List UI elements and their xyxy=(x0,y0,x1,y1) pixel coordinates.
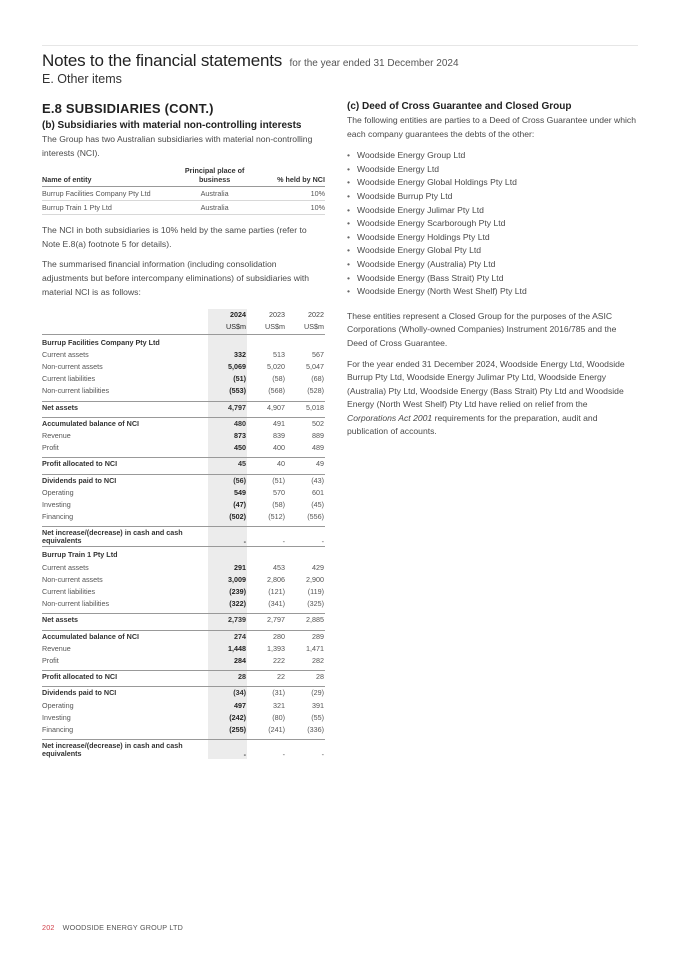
table-row xyxy=(42,630,325,643)
row-label: Net increase/(decrease) in cash and cash equivalents xyxy=(42,740,208,760)
closed-group-list xyxy=(347,149,639,299)
table-row xyxy=(42,442,325,454)
table-row xyxy=(42,724,325,736)
value-2022: (528) xyxy=(307,386,324,396)
value-2022: - xyxy=(286,527,325,547)
row-label: Investing xyxy=(42,712,71,722)
row-label: Net assets xyxy=(42,401,208,414)
company-name: Burrup Train 1 Pty Ltd xyxy=(42,547,208,562)
value-2022: 889 xyxy=(312,430,324,440)
value-2023: 321 xyxy=(273,700,285,710)
table-row xyxy=(42,655,325,667)
value-2023: - xyxy=(247,740,286,760)
row-label: Revenue xyxy=(42,643,71,653)
list-item: • Woodside Energy Group Ltd xyxy=(347,149,639,163)
value-2023: (512) xyxy=(268,512,285,522)
row-label: Dividends paid to NCI xyxy=(42,474,208,487)
value-2023: 570 xyxy=(273,487,285,497)
value-2022: 601 xyxy=(312,487,324,497)
table-row xyxy=(42,458,325,471)
row-label: Operating xyxy=(42,700,74,710)
subsection-c-intro: The following entities are parties to a Deed of Cross Guarantee under which each company guarantees the debts of the other: xyxy=(347,115,637,139)
list-item: • Woodside Energy Global Holdings Pty Ltd xyxy=(347,176,639,190)
value-2024: 549 xyxy=(208,487,247,499)
value-2022: 5,018 xyxy=(286,401,325,414)
value-2023: (51) xyxy=(247,474,286,487)
value-2022: 2,900 xyxy=(306,574,324,584)
entity-table-header xyxy=(42,167,325,187)
table-row xyxy=(42,499,325,511)
entity-table xyxy=(42,167,325,215)
row-label: Current liabilities xyxy=(42,374,96,384)
value-2022: - xyxy=(286,740,325,760)
value-2024: 3,009 xyxy=(208,574,247,586)
right-column xyxy=(347,101,639,446)
value-2023: (58) xyxy=(272,500,285,509)
row-label: Current assets xyxy=(42,349,89,359)
table-row xyxy=(42,574,325,586)
footer-company: WOODSIDE ENERGY GROUP LTD xyxy=(62,923,184,932)
table-row xyxy=(42,349,325,361)
value-2023: (31) xyxy=(247,687,286,700)
value-2024: 284 xyxy=(208,655,247,667)
row-label: Non-current liabilities xyxy=(42,386,110,396)
value-2023: (121) xyxy=(268,587,285,597)
entity-percent: 10% xyxy=(260,187,325,201)
page-subtitle: for the year ended 31 December 2024 xyxy=(289,58,459,69)
relief-note: For the year ended 31 December 2024, Woodside Energy Ltd, Woodside Burrup Pty Ltd, Woodside Energy Julimar Pty Ltd, Woodside Energy (Australia) Pty Ltd, Woodside Energy (Bass Strait) Pty Ltd and Woodside Energy (North West Shelf) Pty Ltd have relied on relief from the Corporations Act 2001 requirements for the preparation, audit and publication of accounts. xyxy=(347,358,625,437)
list-item: • Woodside Energy Scarborough Pty Ltd xyxy=(347,217,639,231)
value-2023: (341) xyxy=(268,599,285,609)
nci-note: The NCI in both subsidiaries is 10% held by the same parties (refer to Note E.8(a) footnote 5 for details). xyxy=(42,225,307,249)
value-2023: 1,393 xyxy=(267,643,285,653)
value-2022: 2,885 xyxy=(286,614,325,627)
value-2024: 291 xyxy=(208,562,247,574)
table-row xyxy=(42,562,325,574)
value-2024: 497 xyxy=(208,700,247,712)
value-2024: (239) xyxy=(208,586,247,598)
table-row xyxy=(42,614,325,627)
value-2023: 40 xyxy=(247,458,286,471)
table-row xyxy=(42,417,325,430)
subsection-b-intro: The Group has two Australian subsidiaries with material non-controlling interests (NCI). xyxy=(42,134,313,158)
value-2024: (47) xyxy=(208,499,247,511)
row-label: Net increase/(decrease) in cash and cash equivalents xyxy=(42,527,208,547)
value-2024: 480 xyxy=(208,417,247,430)
value-2024: (242) xyxy=(208,712,247,724)
value-2024: 274 xyxy=(208,630,247,643)
table-row xyxy=(42,401,325,414)
list-item: • Woodside Energy (Bass Strait) Pty Ltd xyxy=(347,272,639,286)
row-label: Dividends paid to NCI xyxy=(42,687,208,700)
table-row xyxy=(42,511,325,523)
row-label: Current assets xyxy=(42,562,89,572)
value-2023: (241) xyxy=(268,725,285,735)
value-2023: 2,806 xyxy=(267,574,285,584)
year-2022: 2022 xyxy=(308,310,324,320)
value-2022: 391 xyxy=(312,700,324,710)
row-label: Revenue xyxy=(42,430,71,440)
year-2023: 2023 xyxy=(269,310,285,320)
value-2022: 282 xyxy=(312,656,324,666)
value-2023: 4,907 xyxy=(247,401,286,414)
financial-table xyxy=(42,309,325,759)
value-2024: 450 xyxy=(208,442,247,454)
row-label: Profit xyxy=(42,443,59,453)
value-2022: (119) xyxy=(307,587,324,597)
value-2022: 567 xyxy=(312,349,324,359)
list-item: • Woodside Energy Ltd xyxy=(347,163,639,177)
table-row xyxy=(42,643,325,655)
list-item: • Woodside Energy Global Pty Ltd xyxy=(347,244,639,258)
row-label: Operating xyxy=(42,487,74,497)
value-2022: 502 xyxy=(286,417,325,430)
value-2022: 49 xyxy=(286,458,325,471)
financial-table-body xyxy=(42,334,325,759)
value-2022: (336) xyxy=(307,725,324,735)
year-header-row xyxy=(42,309,325,321)
page-title: Notes to the financial statements xyxy=(42,51,283,70)
list-item: • Woodside Burrup Pty Ltd xyxy=(347,190,639,204)
table-row xyxy=(42,740,325,760)
value-2024: 1,448 xyxy=(208,643,247,655)
page-header xyxy=(42,51,459,86)
value-2023: 513 xyxy=(273,349,285,359)
value-2022: (45) xyxy=(311,500,324,509)
year-2024: 2024 xyxy=(208,309,247,321)
list-item: • Woodside Energy (North West Shelf) Pty Ltd xyxy=(347,285,639,299)
value-2022: 28 xyxy=(286,671,325,684)
page-footer xyxy=(42,923,183,932)
summary-intro: The summarised financial information (including consolidation adjustments but before intercompany eliminations) of subsidiaries with material NCI is as follows: xyxy=(42,259,310,297)
value-2022: 489 xyxy=(312,443,324,453)
list-item: • Woodside Energy (Australia) Pty Ltd xyxy=(347,258,639,272)
table-row xyxy=(42,201,325,215)
top-rule xyxy=(42,45,638,46)
value-2024: (56) xyxy=(208,474,247,487)
row-label: Financing xyxy=(42,725,74,735)
col-header-place: Principal place of business xyxy=(169,167,260,187)
value-2023: (58) xyxy=(272,374,285,384)
row-label: Accumulated balance of NCI xyxy=(42,630,208,643)
value-2024: 45 xyxy=(208,458,247,471)
row-label: Non-current liabilities xyxy=(42,599,110,609)
value-2023: 491 xyxy=(247,417,286,430)
row-label: Investing xyxy=(42,500,71,509)
value-2023: 400 xyxy=(273,443,285,453)
table-row xyxy=(42,712,325,724)
value-2023: (80) xyxy=(272,712,285,722)
closed-group-note: These entities represent a Closed Group for the purposes of the ASIC Corporations (Wholly-owned Companies) Instrument 2016/785 and the Deed of Cross Guarantee. xyxy=(347,310,617,348)
subsection-c-title: (c) Deed of Cross Guarantee and Closed Group xyxy=(347,101,572,112)
value-2023: - xyxy=(247,527,286,547)
value-2023: 839 xyxy=(273,430,285,440)
value-2022: 289 xyxy=(286,630,325,643)
value-2022: (55) xyxy=(311,712,324,722)
table-row xyxy=(42,586,325,598)
row-label: Financing xyxy=(42,512,74,522)
left-column xyxy=(42,101,325,759)
company-heading-row xyxy=(42,334,325,349)
col-header-percent: % held by NCI xyxy=(260,167,325,187)
company-heading-row xyxy=(42,547,325,562)
value-2022: (29) xyxy=(286,687,325,700)
value-2024: - xyxy=(208,527,247,547)
table-row xyxy=(42,187,325,201)
value-2024: 28 xyxy=(208,671,247,684)
act-name: Corporations Act 2001 xyxy=(347,412,433,423)
value-2024: (553) xyxy=(208,385,247,397)
value-2023: 22 xyxy=(247,671,286,684)
value-2024: 332 xyxy=(208,349,247,361)
col-header-entity: Name of entity xyxy=(42,167,169,187)
row-label: Non-current assets xyxy=(42,574,103,584)
table-row xyxy=(42,487,325,499)
table-row xyxy=(42,361,325,373)
entity-percent: 10% xyxy=(260,201,325,215)
row-label: Accumulated balance of NCI xyxy=(42,417,208,430)
value-2022: 5,047 xyxy=(306,361,324,371)
list-item: • Woodside Energy Holdings Pty Ltd xyxy=(347,231,639,245)
value-2022: 1,471 xyxy=(306,643,324,653)
value-2024: (255) xyxy=(208,724,247,736)
value-2024: 5,069 xyxy=(208,361,247,373)
row-label: Profit allocated to NCI xyxy=(42,671,208,684)
unit-header-row xyxy=(42,321,325,334)
company-name: Burrup Facilities Company Pty Ltd xyxy=(42,337,160,347)
table-row xyxy=(42,474,325,487)
value-2022: (325) xyxy=(307,599,324,609)
entity-place: Australia xyxy=(169,187,260,201)
row-label: Current liabilities xyxy=(42,587,96,597)
section-title: E.8 SUBSIDIARIES (CONT.) xyxy=(42,101,214,116)
value-2023: 2,797 xyxy=(247,614,286,627)
list-item: • Woodside Energy Julimar Pty Ltd xyxy=(347,204,639,218)
table-row xyxy=(42,385,325,397)
value-2024: 873 xyxy=(208,430,247,442)
value-2023: 222 xyxy=(273,656,285,666)
subsection-b-title: (b) Subsidiaries with material non-controlling interests xyxy=(42,120,302,131)
row-label: Net assets xyxy=(42,614,208,627)
section-name: E. Other items xyxy=(42,72,122,86)
table-row xyxy=(42,527,325,547)
table-row xyxy=(42,671,325,684)
unit-2023: US$m xyxy=(247,321,286,334)
page-number: 202 xyxy=(42,923,55,932)
table-row xyxy=(42,430,325,442)
value-2023: 5,020 xyxy=(267,361,285,371)
table-row xyxy=(42,687,325,700)
value-2024: 2,739 xyxy=(208,614,247,627)
row-label: Profit xyxy=(42,656,59,666)
entity-name: Burrup Facilities Company Pty Ltd xyxy=(42,187,169,201)
unit-2024: US$m xyxy=(208,321,247,334)
unit-2022: US$m xyxy=(286,321,325,334)
row-label: Profit allocated to NCI xyxy=(42,458,208,471)
table-row xyxy=(42,373,325,385)
entity-place: Australia xyxy=(169,201,260,215)
value-2024: (34) xyxy=(208,687,247,700)
value-2024: 4,797 xyxy=(208,401,247,414)
value-2022: (68) xyxy=(311,374,324,384)
value-2024: (322) xyxy=(208,598,247,610)
value-2023: 453 xyxy=(273,562,285,572)
value-2022: (43) xyxy=(286,474,325,487)
value-2022: (556) xyxy=(307,512,324,522)
value-2024: (502) xyxy=(208,511,247,523)
value-2023: (568) xyxy=(268,386,285,396)
table-row xyxy=(42,598,325,610)
row-label: Non-current assets xyxy=(42,361,103,371)
value-2024: - xyxy=(208,740,247,760)
table-row xyxy=(42,700,325,712)
entity-name: Burrup Train 1 Pty Ltd xyxy=(42,201,169,215)
value-2023: 280 xyxy=(247,630,286,643)
value-2022: 429 xyxy=(312,562,324,572)
value-2024: (51) xyxy=(208,373,247,385)
